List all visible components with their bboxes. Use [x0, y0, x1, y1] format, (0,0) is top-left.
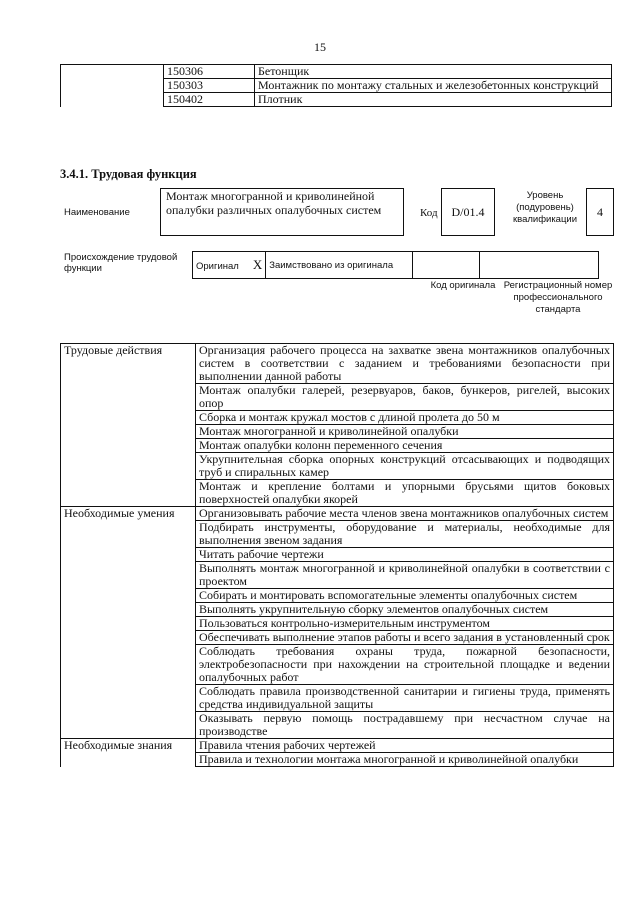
detail-row: [61, 603, 614, 617]
group-title-continuation: [61, 685, 196, 712]
group-item: Обеспечивать выполнение этапов работы и всего задания в установленный срок: [196, 631, 614, 645]
group-title: Трудовые действия: [61, 344, 196, 384]
group-item: Соблюдать правила производственной санитарии и гигиены труда, применять средства индивидуальной защиты: [196, 685, 614, 712]
detail-row: [61, 631, 614, 645]
origin-label: Происхождение трудовой функции: [64, 252, 178, 274]
group-item: Организовывать рабочие места членов звена монтажников опалубочных систем: [196, 507, 614, 521]
detail-row: [61, 453, 614, 480]
detail-row: [61, 562, 614, 589]
occupation-blank-cell: [61, 65, 164, 79]
detail-row: [61, 589, 614, 603]
group-title-continuation: [61, 411, 196, 425]
page-number: 15: [314, 40, 326, 54]
group-item: Организация рабочего процесса на захватке звена монтажников опалубочных систем в соответствии с заданием и требованиями безопасности при выполнении данной работы: [196, 344, 614, 384]
group-item: Укрупнительная сборка опорных конструкций отсасывающих и подводящих труб и спиральных камер: [196, 453, 614, 480]
group-item: Собирать и монтировать вспомогательные элементы опалубочных систем: [196, 589, 614, 603]
group-item: Сборка и монтаж кружал мостов с длиной пролета до 50 м: [196, 411, 614, 425]
group-item: Выполнять монтаж многогранной и криволинейной опалубки в соответствии с проектом: [196, 562, 614, 589]
group-title: Необходимые знания: [61, 739, 196, 753]
group-item: Пользоваться контрольно-измерительным инструментом: [196, 617, 614, 631]
group-title-continuation: [61, 384, 196, 411]
code-label: Код: [420, 207, 438, 219]
group-item: Правила и технологии монтажа многогранной и криволинейной опалубки: [196, 753, 614, 767]
detail-row: [61, 480, 614, 507]
group-title-continuation: [61, 589, 196, 603]
group-title-continuation: [61, 603, 196, 617]
group-title-continuation: [61, 425, 196, 439]
group-item: Правила чтения рабочих чертежей: [196, 739, 614, 753]
group-item: Монтаж опалубки галерей, резервуаров, баков, бункеров, ригелей, высоких опор: [196, 384, 614, 411]
detail-row: [61, 507, 614, 521]
occupation-row: [61, 93, 612, 107]
group-title-continuation: [61, 439, 196, 453]
original-label: Оригинал: [196, 260, 239, 272]
reg-number-label: Регистрационный номер профессионального стандарта: [503, 280, 613, 315]
function-name: Монтаж многогранной и криволинейной опалубки различных опалубочных систем: [160, 188, 404, 236]
detail-row: [61, 739, 614, 753]
qualification-level: 4: [586, 188, 614, 236]
group-item: Монтаж опалубки колонн переменного сечения: [196, 439, 614, 453]
group-item: Монтаж многогранной и криволинейной опалубки: [196, 425, 614, 439]
group-item: Соблюдать требования охраны труда, пожарной безопасности, электробезопасности при нахождении на строительной площадке и ведении опалубочных работ: [196, 645, 614, 685]
occupation-name: Бетонщик: [255, 65, 612, 79]
origin-table: [192, 251, 599, 279]
detail-row: [61, 617, 614, 631]
reg-number-cell: [480, 252, 599, 279]
group-title-continuation: [61, 453, 196, 480]
detail-row: [61, 384, 614, 411]
detail-row: [61, 521, 614, 548]
occupation-blank-cell: [61, 79, 164, 93]
original-mark: X: [252, 256, 263, 272]
group-title-continuation: [61, 548, 196, 562]
detail-row: [61, 548, 614, 562]
section-title: 3.4.1. Трудовая функция: [60, 167, 197, 181]
detail-row: [61, 685, 614, 712]
group-item: Выполнять укрупнительную сборку элементов опалубочных систем: [196, 603, 614, 617]
group-item: Читать рабочие чертежи: [196, 548, 614, 562]
group-title-continuation: [61, 480, 196, 507]
occupation-blank-cell: [61, 93, 164, 107]
occupation-code: 150306: [164, 65, 255, 79]
detail-row: [61, 344, 614, 384]
group-item: Монтаж и крепление болтами и упорными брусьями щитов боковых поверхностей опалубки якорей: [196, 480, 614, 507]
name-label: Наименование: [64, 207, 130, 218]
group-title: Необходимые умения: [61, 507, 196, 521]
group-item: Оказывать первую помощь пострадавшему при несчастном случае на производстве: [196, 712, 614, 739]
group-title-continuation: [61, 631, 196, 645]
detail-row: [61, 645, 614, 685]
detail-row: [61, 439, 614, 453]
group-item: Подбирать инструменты, оборудование и материалы, необходимые для выполнения звеном задания: [196, 521, 614, 548]
occupation-name: Монтажник по монтажу стальных и железобетонных конструкций: [255, 79, 612, 93]
group-title-continuation: [61, 645, 196, 685]
occupation-code: 150303: [164, 79, 255, 93]
function-details-table: [60, 343, 614, 767]
group-title-continuation: [61, 521, 196, 548]
detail-row: [61, 753, 614, 767]
group-title-continuation: [61, 562, 196, 589]
group-title-continuation: [61, 753, 196, 767]
occupation-name: Плотник: [255, 93, 612, 107]
borrowed-label: Заимствовано из оригинала: [266, 252, 413, 279]
original-code-cell: [413, 252, 480, 279]
level-label: Уровень (подуровень) квалификации: [512, 190, 578, 225]
detail-row: [61, 425, 614, 439]
occupation-row: [61, 65, 612, 79]
occupation-code: 150402: [164, 93, 255, 107]
occupation-row: [61, 79, 612, 93]
original-cell: [193, 252, 266, 279]
occupations-table: [60, 64, 612, 107]
group-title-continuation: [61, 617, 196, 631]
code-original-label: Код оригинала: [430, 280, 496, 291]
detail-row: [61, 411, 614, 425]
detail-row: [61, 712, 614, 739]
group-title-continuation: [61, 712, 196, 739]
function-code: D/01.4: [441, 188, 495, 236]
